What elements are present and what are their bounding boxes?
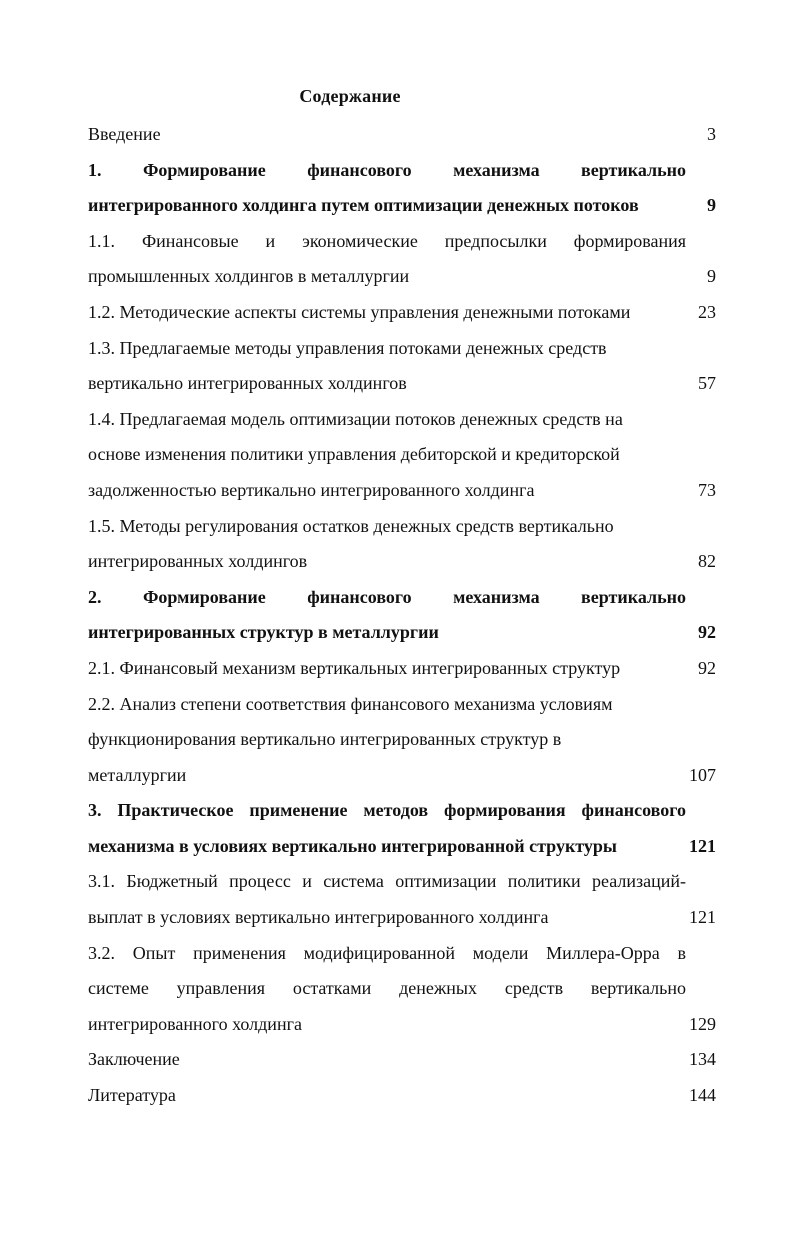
toc-entry (88, 509, 728, 580)
table-of-contents (88, 117, 728, 1114)
toc-entry (88, 153, 728, 224)
toc-entry-text (88, 295, 686, 331)
toc-entry-text (88, 1078, 686, 1114)
toc-entry-line: интегрированных холдингов (88, 551, 308, 572)
toc-entry-text (88, 224, 686, 295)
toc-entry (88, 651, 728, 687)
toc-entry-text (88, 651, 686, 687)
toc-entry-line: 1.4. Предлагаемая модель оптимизации потоков денежных средств на (88, 408, 623, 429)
toc-page-number: 92 (698, 622, 716, 643)
toc-entry-line: вертикально интегрированных холдингов (88, 373, 407, 394)
toc-entry-text (88, 1042, 686, 1078)
toc-page-number: 73 (698, 479, 716, 500)
toc-entry-line: 1. Формирование финансового механизма вертикально (88, 159, 686, 180)
toc-page-number: 121 (689, 835, 716, 856)
toc-entry-line: основе изменения политики управления дебиторской и кредиторской (88, 444, 620, 465)
toc-entry-line: 1.2. Методические аспекты системы управления денежными потоками (88, 301, 631, 322)
toc-entry-text (88, 402, 686, 509)
toc-entry-line: 2.1. Финансовый механизм вертикальных интегрированных структур (88, 657, 621, 678)
toc-entry (88, 793, 728, 864)
toc-entry (88, 580, 728, 651)
toc-entry-line: интегрированных структур в металлургии (88, 622, 439, 643)
toc-entry-line: металлургии (88, 764, 187, 785)
toc-entry-line: механизма в условиях вертикально интегрированной структуры (88, 835, 617, 856)
toc-page-number: 23 (698, 301, 716, 322)
toc-entry-text (88, 864, 686, 935)
toc-entry (88, 224, 728, 295)
toc-entry-line: интегрированного холдинга (88, 1013, 302, 1034)
toc-page-number: 144 (689, 1085, 716, 1106)
toc-page-number: 121 (689, 907, 716, 928)
toc-entry (88, 402, 728, 509)
toc-entry (88, 687, 728, 794)
toc-entry-line: 1.1. Финансовые и экономические предпосылки формирования (88, 230, 686, 251)
toc-page-number: 9 (707, 266, 716, 287)
toc-entry-line: Литература (88, 1085, 176, 1106)
toc-entry (88, 1042, 728, 1078)
toc-page-number: 9 (707, 195, 716, 216)
toc-entry-line: системе управления остатками денежных средств вертикально (88, 978, 686, 999)
toc-entry-line: Введение (88, 124, 161, 144)
toc-entry-text (88, 580, 686, 651)
toc-entry (88, 936, 728, 1043)
toc-entry-line: функционирования вертикально интегрированных структур в (88, 729, 562, 750)
toc-entry-line: Заключение (88, 1049, 180, 1070)
page-title: Содержание (299, 86, 401, 106)
toc-entry-text (88, 936, 686, 1043)
toc-page-number: 3 (707, 124, 716, 144)
toc-entry-line: 2.2. Анализ степени соответствия финансового механизма условиям (88, 693, 613, 714)
toc-entry-line: 1.3. Предлагаемые методы управления потоками денежных средств (88, 337, 607, 358)
toc-entry (88, 864, 728, 935)
toc-entry-line: 1.5. Методы регулирования остатков денежных средств вертикально (88, 515, 614, 536)
toc-entry-text (88, 117, 686, 153)
toc-entry-line: выплат в условиях вертикально интегрированного холдинга (88, 907, 549, 928)
toc-entry-line: промышленных холдингов в металлургии (88, 266, 410, 287)
toc-page-number: 129 (689, 1013, 716, 1034)
toc-entry-text (88, 687, 686, 794)
toc-page-number: 134 (689, 1049, 716, 1070)
toc-entry (88, 1078, 728, 1114)
toc-entry-line: 3. Практическое применение методов формирования финансового (88, 800, 686, 821)
toc-entry-text (88, 509, 686, 580)
toc-entry-line: 2. Формирование финансового механизма вертикально (88, 586, 686, 607)
toc-page-number: 82 (698, 551, 716, 572)
toc-entry-line: интегрированного холдинга путем оптимизации денежных потоков (88, 195, 639, 216)
toc-entry (88, 117, 728, 153)
toc-entry-line: 3.2. Опыт применения модифицированной модели Миллера-Орра в (88, 942, 686, 963)
toc-entry (88, 295, 728, 331)
toc-entry-text (88, 153, 686, 224)
toc-page-number: 107 (689, 764, 716, 785)
toc-page-number: 92 (698, 657, 716, 678)
toc-entry-line: 3.1. Бюджетный процесс и система оптимизации политики реализаций- (88, 871, 686, 892)
toc-page-number: 57 (698, 373, 716, 394)
toc-entry-text (88, 793, 686, 864)
toc-entry (88, 331, 728, 402)
toc-entry-text (88, 331, 686, 402)
toc-entry-line: задолженностью вертикально интегрированного холдинга (88, 479, 535, 500)
